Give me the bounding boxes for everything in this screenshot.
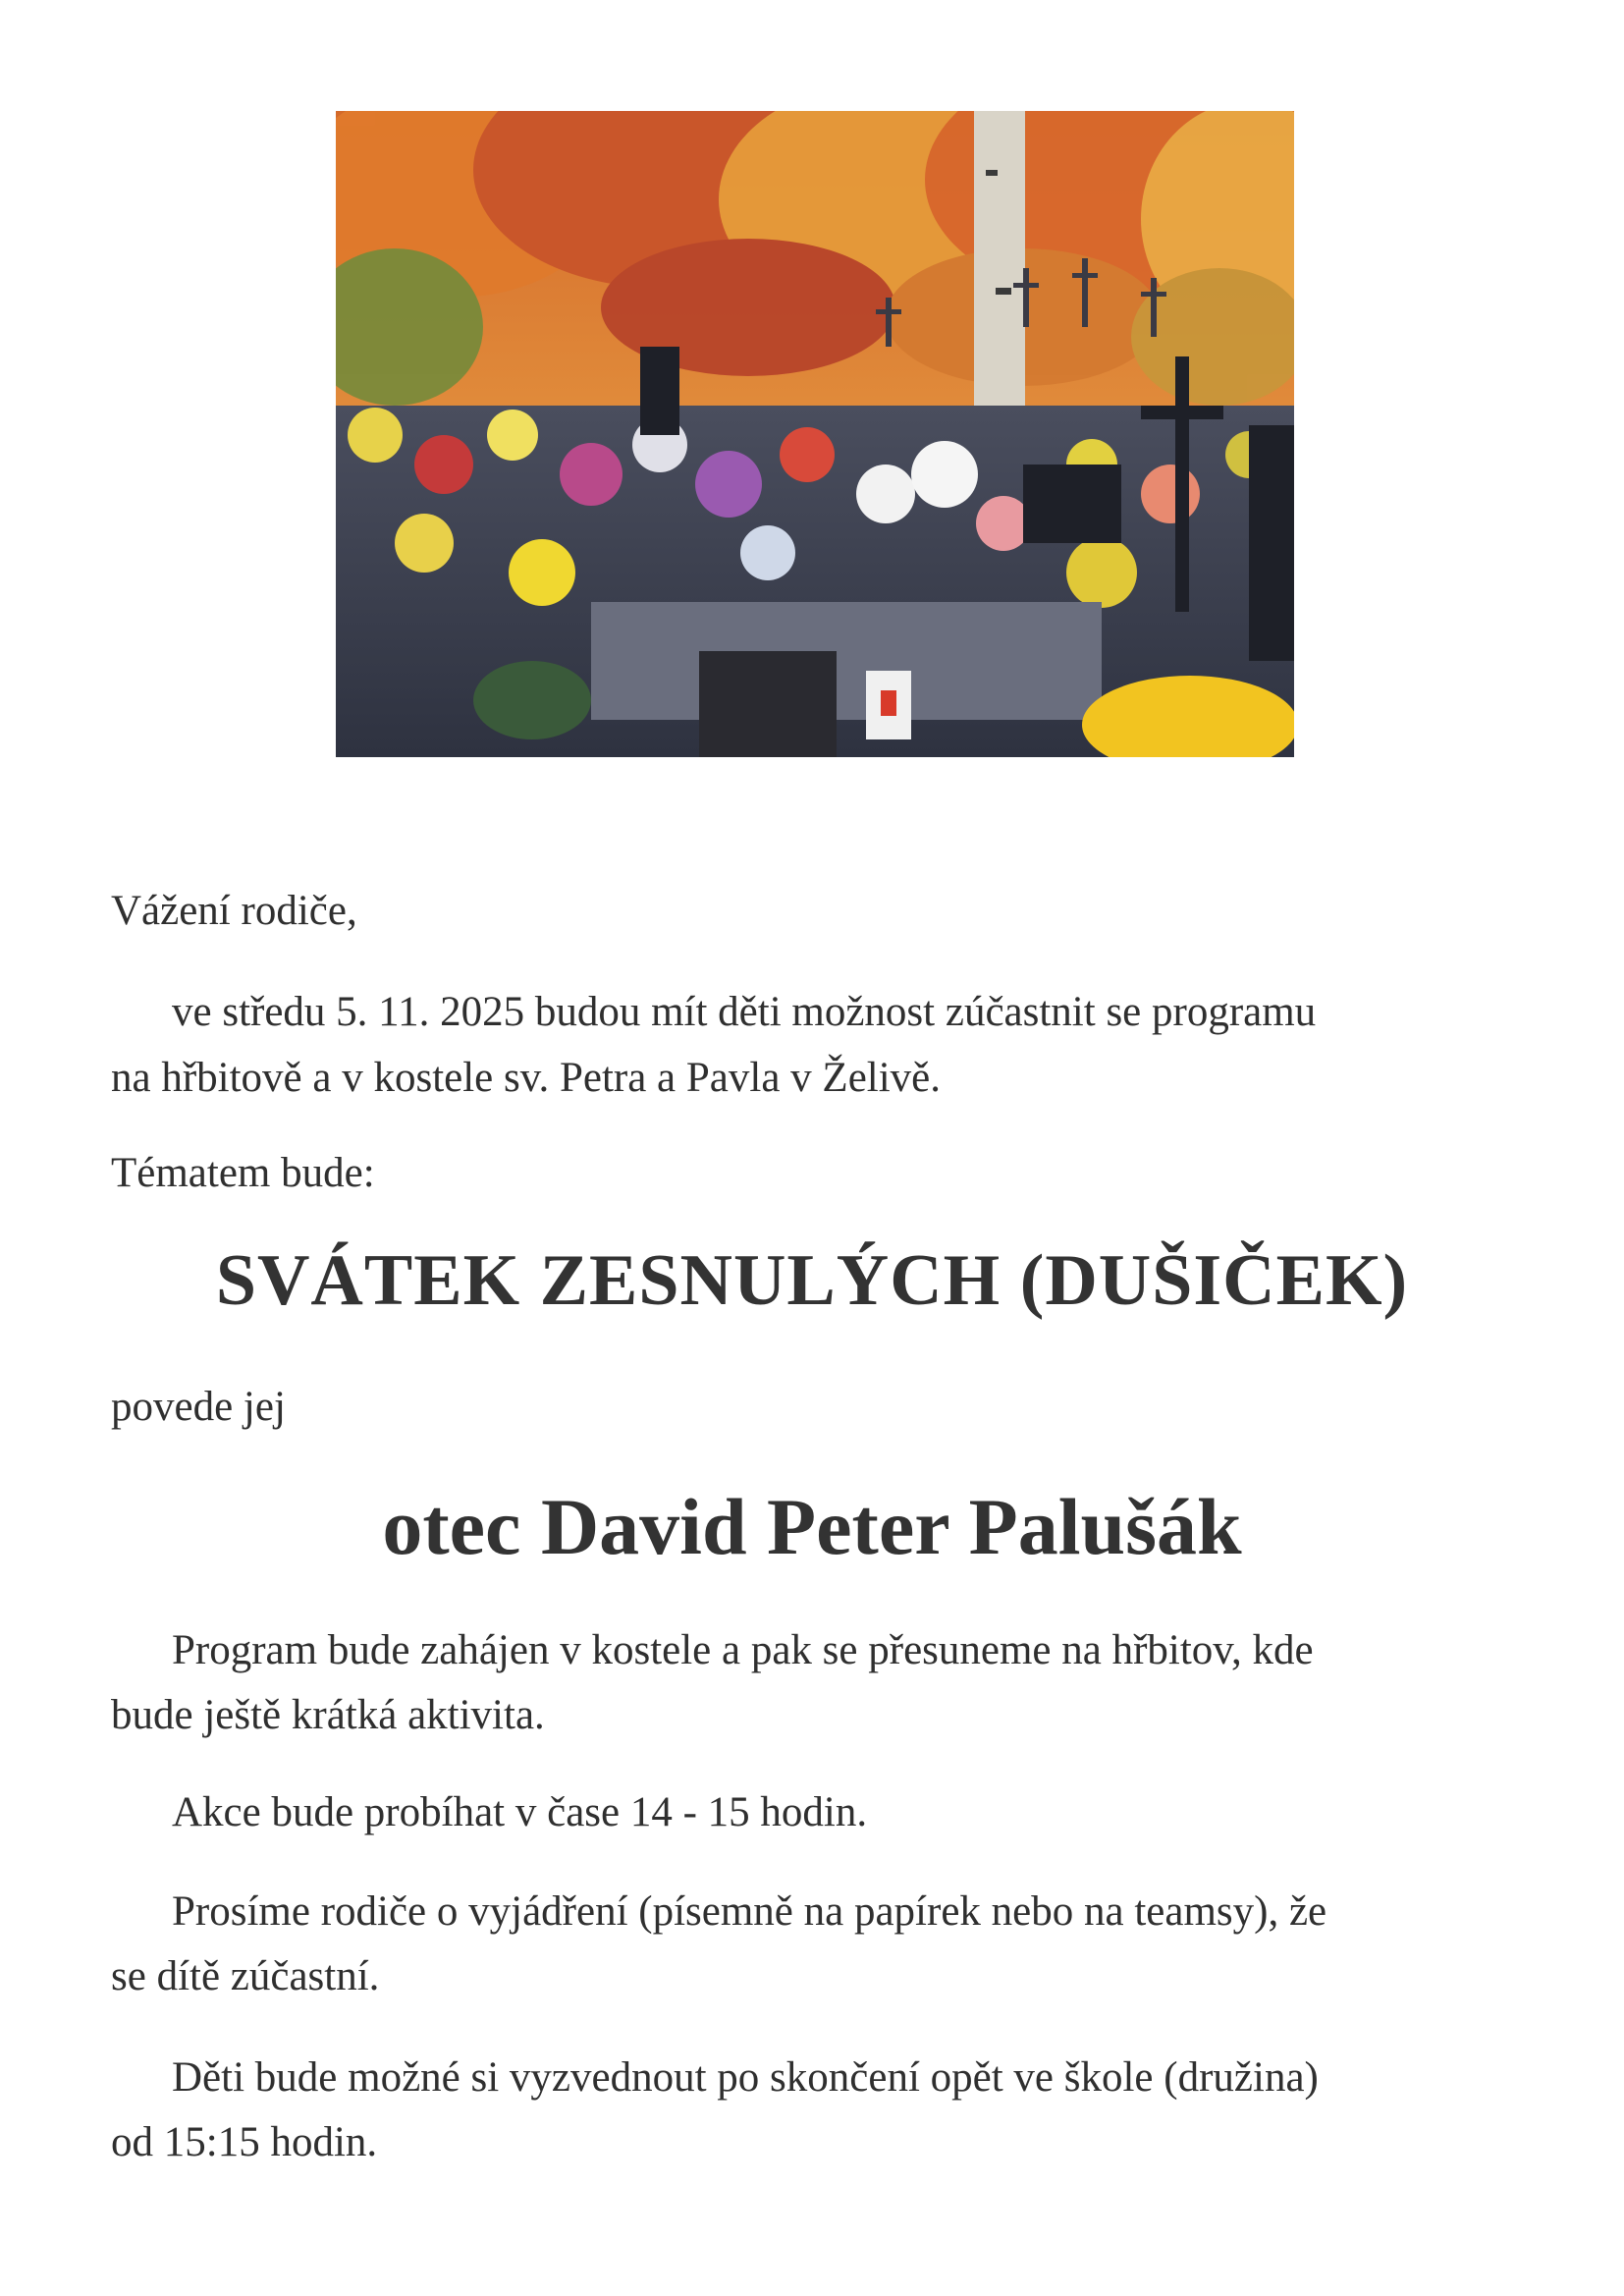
led-by-label: povede jej: [111, 1384, 286, 1430]
topic-title: SVÁTEK ZESNULÝCH (DUŠIČEK): [215, 1240, 1409, 1321]
cemetery-autumn-illustration: [336, 111, 1294, 757]
request-line-1: Prosíme rodiče o vyjádření (písemně na papírek nebo na teamsy), že: [172, 1888, 1327, 1935]
cemetery-photo: [336, 111, 1294, 757]
intro-line-1: ve středu 5. 11. 2025 budou mít děti možnost zúčastnit se programu: [172, 989, 1317, 1035]
program-line-1: Program bude zahájen v kostele a pak se přesuneme na hřbitov, kde: [172, 1627, 1314, 1673]
time-line: Akce bude probíhat v čase 14 - 15 hodin.: [172, 1789, 868, 1835]
priest-name: otec David Peter Palušák: [382, 1482, 1242, 1571]
pickup-line-2: od 15:15 hodin.: [111, 2119, 378, 2165]
pickup-line-1: Děti bude možné si vyzvednout po skončení opět ve škole (družina): [172, 2054, 1319, 2101]
request-line-2: se dítě zúčastní.: [111, 1953, 380, 1999]
greeting: Vážení rodiče,: [111, 888, 357, 934]
topic-label: Tématem bude:: [111, 1150, 375, 1196]
program-line-2: bude ještě krátká aktivita.: [111, 1692, 545, 1738]
intro-line-2: na hřbitově a v kostele sv. Petra a Pavla v Želivě.: [111, 1055, 942, 1101]
